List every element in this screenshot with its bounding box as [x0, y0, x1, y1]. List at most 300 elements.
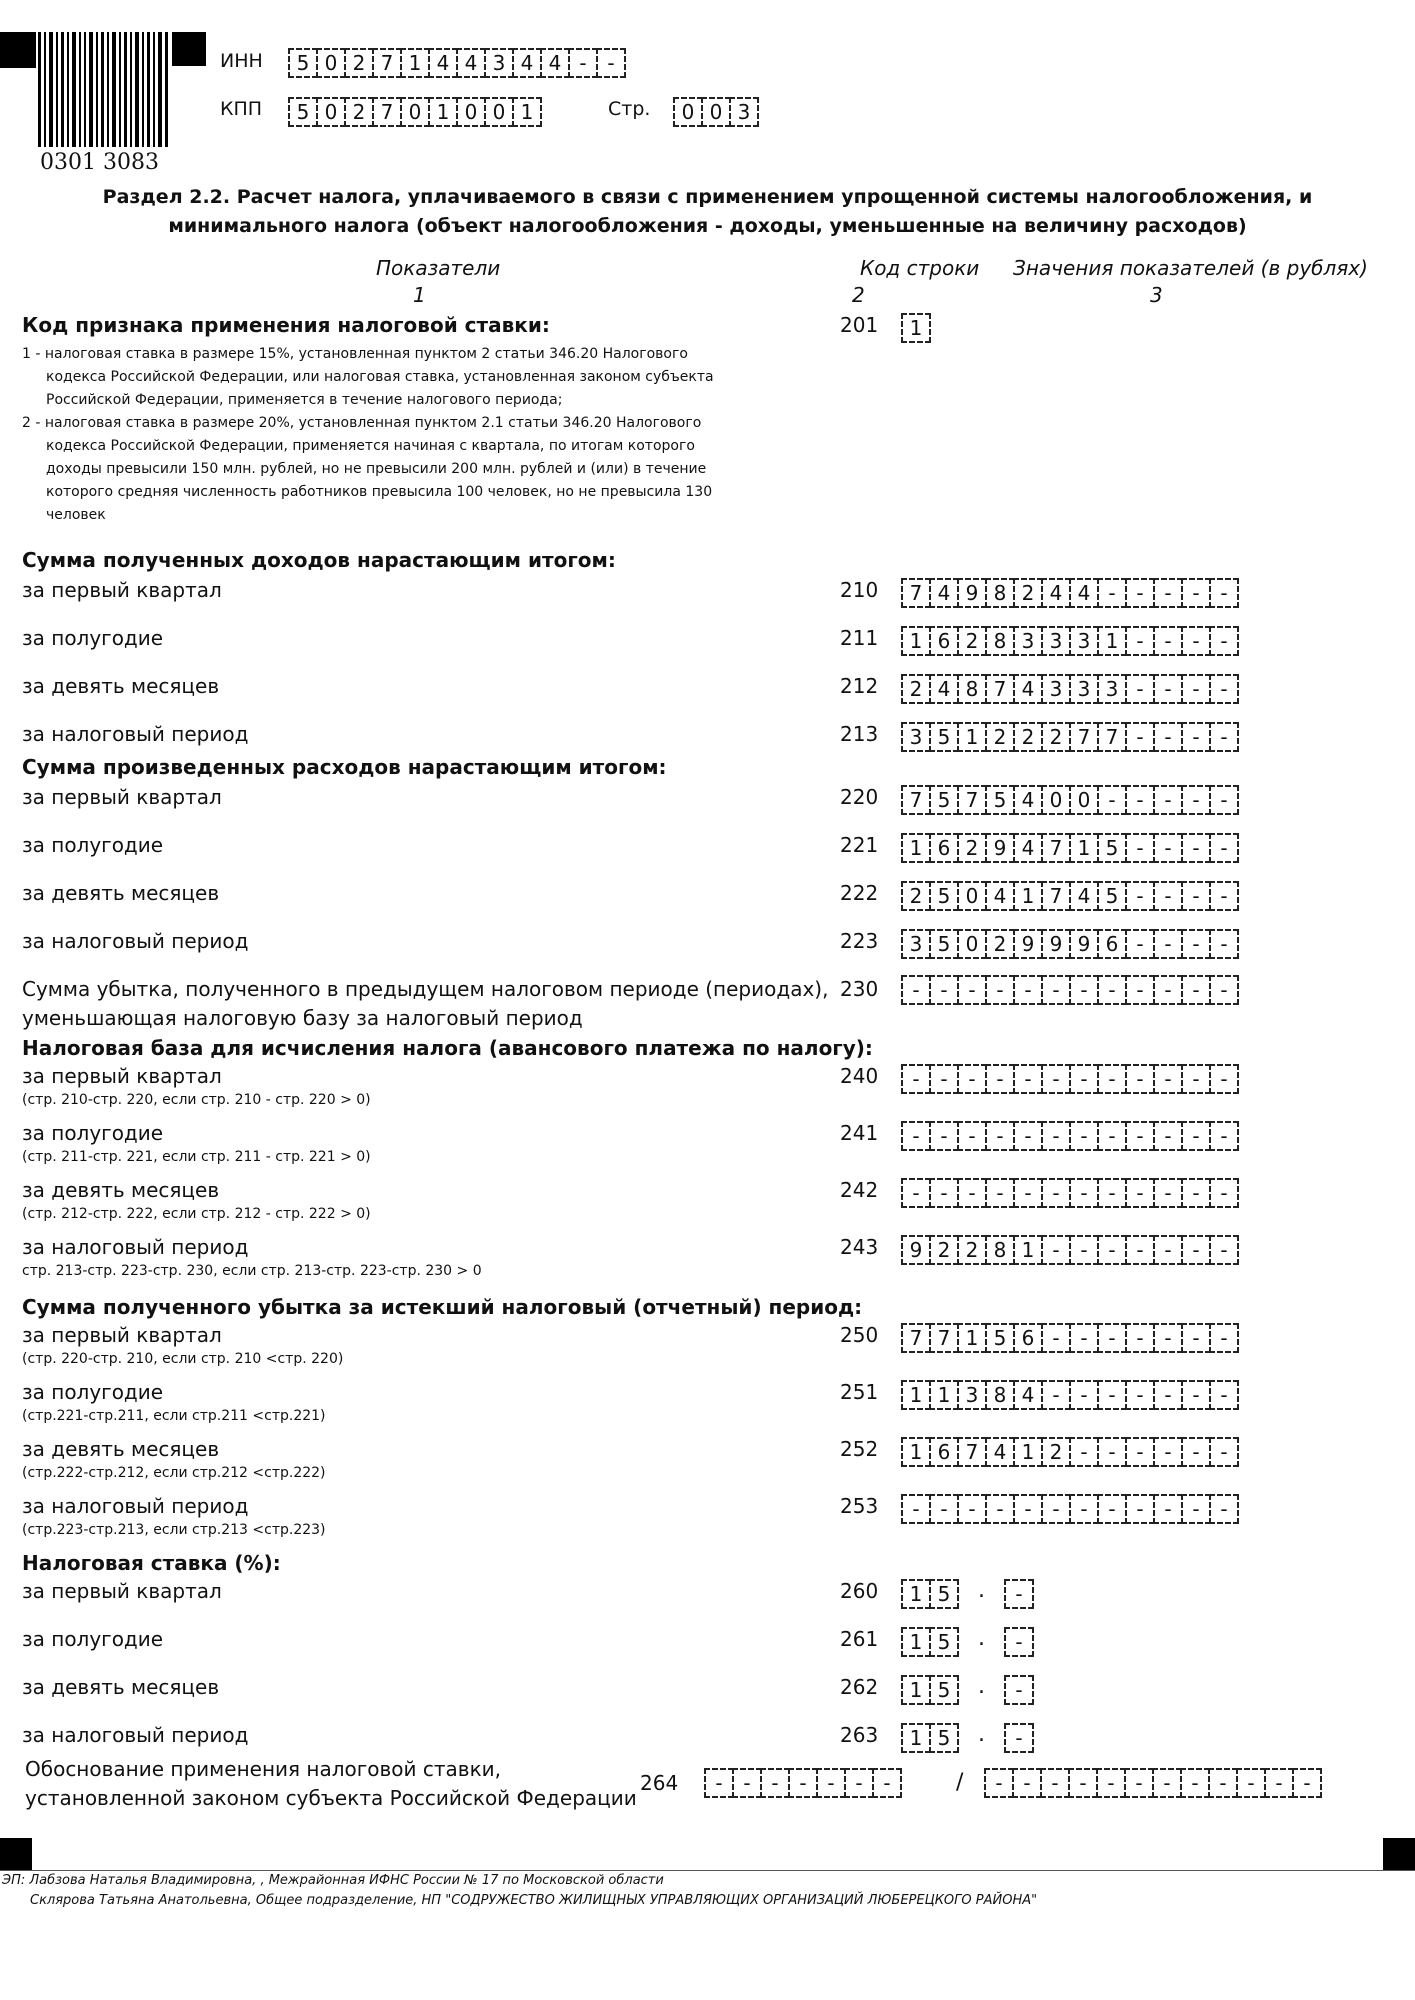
- basis-cells-right: [984, 1768, 1322, 1798]
- loss-row-label: за девять месяцев: [22, 1437, 220, 1461]
- value-cell[interactable]: 0: [484, 97, 514, 127]
- value-cell[interactable]: -: [1125, 1121, 1155, 1151]
- value-cell[interactable]: 0: [316, 48, 346, 78]
- line-code: 241: [840, 1121, 879, 1145]
- value-cell[interactable]: 6: [929, 626, 959, 656]
- value-cell[interactable]: -: [1041, 1178, 1071, 1208]
- value-cell[interactable]: 0: [673, 97, 703, 127]
- value-cell[interactable]: -: [1041, 1380, 1071, 1410]
- value-cell[interactable]: 4: [1013, 833, 1043, 863]
- expenses-row-label: за налоговый период: [22, 929, 249, 953]
- value-cell[interactable]: 1: [957, 722, 987, 752]
- value-cell[interactable]: -: [1068, 1768, 1098, 1798]
- value-cell[interactable]: -: [1181, 1121, 1211, 1151]
- value-cell[interactable]: -: [1209, 626, 1239, 656]
- value-cell[interactable]: 3: [484, 48, 514, 78]
- value-cell[interactable]: 2: [901, 674, 931, 704]
- value-cell[interactable]: -: [1125, 785, 1155, 815]
- value-cell[interactable]: -: [1097, 578, 1127, 608]
- income-row-label: за девять месяцев: [22, 674, 220, 698]
- value-cell[interactable]: 3: [729, 97, 759, 127]
- line-code: 262: [840, 1675, 879, 1699]
- value-cell[interactable]: 3: [1013, 626, 1043, 656]
- value-cell[interactable]: 7: [985, 674, 1015, 704]
- value-cell[interactable]: -: [1209, 1380, 1239, 1410]
- value-cell[interactable]: -: [1097, 1064, 1127, 1094]
- value-cell[interactable]: 5: [985, 785, 1015, 815]
- value-cell[interactable]: -: [901, 975, 931, 1005]
- value-cell[interactable]: 1: [901, 1579, 931, 1609]
- value-cells: [901, 578, 1239, 608]
- value-cell[interactable]: 2: [1013, 578, 1043, 608]
- value-cell[interactable]: -: [1041, 1064, 1071, 1094]
- value-cells: [901, 722, 1239, 752]
- value-cell[interactable]: -: [985, 975, 1015, 1005]
- footer-divider: [0, 1870, 1415, 1871]
- value-cell[interactable]: -: [1125, 626, 1155, 656]
- value-cell[interactable]: -: [1004, 1627, 1034, 1657]
- value-cell[interactable]: -: [957, 1494, 987, 1524]
- inn-label: ИНН: [220, 50, 263, 72]
- value-cell[interactable]: 1: [957, 1323, 987, 1353]
- line-code-230: 230: [840, 977, 879, 1001]
- value-cell[interactable]: -: [1125, 1178, 1155, 1208]
- value-cell[interactable]: 9: [985, 833, 1015, 863]
- value-cell[interactable]: -: [985, 1121, 1015, 1151]
- value-cell[interactable]: 4: [456, 48, 486, 78]
- value-cell[interactable]: -: [1097, 1380, 1127, 1410]
- value-cell[interactable]: 2: [1041, 722, 1071, 752]
- value-cell[interactable]: 1: [901, 1675, 931, 1705]
- value-cell[interactable]: -: [1041, 1494, 1071, 1524]
- value-cell[interactable]: 5: [929, 722, 959, 752]
- value-cell[interactable]: -: [788, 1768, 818, 1798]
- value-cell[interactable]: -: [1209, 1323, 1239, 1353]
- value-cell[interactable]: -: [929, 1064, 959, 1094]
- column-number-3: 3: [1150, 283, 1163, 307]
- page-cells: [673, 97, 759, 127]
- value-cell[interactable]: -: [1181, 626, 1211, 656]
- value-cell[interactable]: 0: [957, 929, 987, 959]
- value-cell[interactable]: 2: [957, 833, 987, 863]
- value-cell[interactable]: 7: [957, 785, 987, 815]
- value-cell[interactable]: 1: [901, 1723, 931, 1753]
- value-cell[interactable]: -: [1004, 1579, 1034, 1609]
- value-cell[interactable]: -: [1181, 881, 1211, 911]
- value-cell[interactable]: 7: [901, 578, 931, 608]
- value-cell[interactable]: -: [1153, 626, 1183, 656]
- value-cell[interactable]: 4: [929, 578, 959, 608]
- value-cell[interactable]: -: [1069, 1121, 1099, 1151]
- value-cell[interactable]: 0: [316, 97, 346, 127]
- value-cell[interactable]: -: [816, 1768, 846, 1798]
- value-cell[interactable]: 5: [288, 97, 318, 127]
- value-cell[interactable]: 7: [957, 1437, 987, 1467]
- value-cell[interactable]: -: [1153, 1178, 1183, 1208]
- value-cell[interactable]: 2: [344, 48, 374, 78]
- value-cell[interactable]: 2: [929, 1235, 959, 1265]
- value-cell[interactable]: -: [1069, 1064, 1099, 1094]
- value-cell[interactable]: 7: [372, 48, 402, 78]
- expenses-heading: Сумма произведенных расходов нарастающим итогом:: [22, 755, 667, 779]
- line-code: 212: [840, 674, 879, 698]
- value-cell[interactable]: -: [1125, 881, 1155, 911]
- value-cell[interactable]: -: [929, 1178, 959, 1208]
- value-cell[interactable]: 1: [1013, 1437, 1043, 1467]
- value-cell[interactable]: -: [1013, 1121, 1043, 1151]
- value-cell[interactable]: 3: [901, 722, 931, 752]
- value-cell[interactable]: 5: [929, 881, 959, 911]
- value-cell[interactable]: -: [1181, 578, 1211, 608]
- value-cell[interactable]: -: [1209, 674, 1239, 704]
- value-cell[interactable]: 3: [1041, 674, 1071, 704]
- value-cell[interactable]: 9: [1069, 929, 1099, 959]
- value-cell[interactable]: -: [1181, 674, 1211, 704]
- value-cell[interactable]: 4: [1013, 674, 1043, 704]
- value-cell[interactable]: -: [1181, 1178, 1211, 1208]
- value-cell[interactable]: -: [1209, 1178, 1239, 1208]
- value-cell[interactable]: -: [1181, 1323, 1211, 1353]
- income-heading: Сумма полученных доходов нарастающим итогом:: [22, 548, 616, 572]
- value-cell[interactable]: 4: [1013, 785, 1043, 815]
- value-cell[interactable]: 2: [1013, 722, 1043, 752]
- value-cell[interactable]: -: [1209, 722, 1239, 752]
- value-cell[interactable]: 7: [901, 785, 931, 815]
- base-row-formula: (стр. 211-стр. 221, если стр. 211 - стр. 221 > 0): [22, 1149, 371, 1165]
- value-cell[interactable]: -: [1013, 1494, 1043, 1524]
- value-cell[interactable]: -: [1209, 1064, 1239, 1094]
- value-cell[interactable]: 6: [929, 1437, 959, 1467]
- value-cell[interactable]: -: [985, 1178, 1015, 1208]
- value-cells: [901, 785, 1239, 815]
- value-cell[interactable]: -: [929, 1121, 959, 1151]
- value-cell[interactable]: 6: [1013, 1323, 1043, 1353]
- value-cell[interactable]: -: [1153, 929, 1183, 959]
- value-cell[interactable]: 0: [400, 97, 430, 127]
- value-cell[interactable]: 3: [901, 929, 931, 959]
- value-cell[interactable]: -: [760, 1768, 790, 1798]
- value-cell[interactable]: -: [957, 975, 987, 1005]
- value-cell[interactable]: -: [1264, 1768, 1294, 1798]
- value-cell[interactable]: -: [1153, 578, 1183, 608]
- value-cell[interactable]: -: [1208, 1768, 1238, 1798]
- value-cell[interactable]: 1: [1013, 881, 1043, 911]
- value-cell[interactable]: -: [1041, 1235, 1071, 1265]
- value-cell[interactable]: 0: [1041, 785, 1071, 815]
- value-cell[interactable]: -: [1124, 1768, 1154, 1798]
- value-cell[interactable]: -: [1153, 1323, 1183, 1353]
- value-cell[interactable]: 5: [1097, 881, 1127, 911]
- value-cell[interactable]: 3: [1069, 674, 1099, 704]
- value-cell[interactable]: 2: [957, 1235, 987, 1265]
- value-cell[interactable]: -: [1153, 975, 1183, 1005]
- value-cell[interactable]: -: [1012, 1768, 1042, 1798]
- corner-marker-top-left: [0, 32, 36, 68]
- value-cell[interactable]: 2: [901, 881, 931, 911]
- note-1a: 1 - налоговая ставка в размере 15%, установленная пунктом 2 статьи 346.20 Налогового: [22, 346, 688, 362]
- value-cell[interactable]: -: [1013, 975, 1043, 1005]
- value-cell[interactable]: 5: [985, 1323, 1015, 1353]
- value-cell[interactable]: 4: [1041, 578, 1071, 608]
- barcode-number: 0301 3083: [40, 150, 159, 175]
- value-cell[interactable]: -: [1209, 1121, 1239, 1151]
- value-cell[interactable]: 3: [957, 1380, 987, 1410]
- value-cell[interactable]: 1: [901, 1627, 931, 1657]
- value-cell[interactable]: -: [1209, 785, 1239, 815]
- base-row-formula: (стр. 212-стр. 222, если стр. 212 - стр. 222 > 0): [22, 1206, 371, 1222]
- value-cell[interactable]: -: [704, 1768, 734, 1798]
- value-cell[interactable]: 2: [1041, 1437, 1071, 1467]
- value-cell[interactable]: -: [1153, 1437, 1183, 1467]
- rate-frac-cells: [1004, 1579, 1034, 1609]
- value-cells: [901, 1064, 1239, 1094]
- value-cell[interactable]: -: [984, 1768, 1014, 1798]
- value-cell[interactable]: -: [1153, 1235, 1183, 1265]
- value-cell[interactable]: 5: [929, 929, 959, 959]
- value-cell[interactable]: -: [901, 1178, 931, 1208]
- value-cell[interactable]: -: [1152, 1768, 1182, 1798]
- value-cell[interactable]: -: [929, 1494, 959, 1524]
- value-cell[interactable]: 5: [929, 785, 959, 815]
- value-cell[interactable]: -: [1209, 881, 1239, 911]
- value-cell[interactable]: 1: [428, 97, 458, 127]
- value-cell[interactable]: 2: [344, 97, 374, 127]
- value-cell[interactable]: -: [1069, 1235, 1099, 1265]
- value-cells: [901, 833, 1239, 863]
- value-cell[interactable]: 1: [400, 48, 430, 78]
- value-cell[interactable]: -: [1181, 785, 1211, 815]
- value-cell[interactable]: 0: [701, 97, 731, 127]
- value-cell[interactable]: -: [1153, 1494, 1183, 1524]
- value-cell[interactable]: 1: [1013, 1235, 1043, 1265]
- value-cell[interactable]: -: [1125, 578, 1155, 608]
- value-cell[interactable]: -: [957, 1178, 987, 1208]
- value-cell[interactable]: -: [568, 48, 598, 78]
- value-cell[interactable]: -: [1097, 1121, 1127, 1151]
- value-cell[interactable]: -: [1097, 975, 1127, 1005]
- value-cell[interactable]: 0: [957, 881, 987, 911]
- income-row-label: за первый квартал: [22, 578, 222, 602]
- value-cell[interactable]: -: [1153, 674, 1183, 704]
- value-cell[interactable]: -: [1097, 1323, 1127, 1353]
- value-cell[interactable]: 4: [512, 48, 542, 78]
- value-cell[interactable]: 3: [1041, 626, 1071, 656]
- value-cell[interactable]: 1: [901, 1437, 931, 1467]
- value-cell[interactable]: -: [901, 1494, 931, 1524]
- column-number-2: 2: [852, 283, 865, 307]
- value-cell[interactable]: 7: [1097, 722, 1127, 752]
- note-1b: кодекса Российской Федерации, или налоговая ставка, установленная законом субъекта: [46, 369, 714, 385]
- value-cell[interactable]: 8: [985, 578, 1015, 608]
- value-cell[interactable]: 9: [957, 578, 987, 608]
- value-cell[interactable]: 7: [1069, 722, 1099, 752]
- value-cell[interactable]: 1: [901, 313, 931, 343]
- value-cell[interactable]: -: [1209, 833, 1239, 863]
- page-label: Стр.: [608, 98, 651, 120]
- value-cell[interactable]: 8: [985, 1235, 1015, 1265]
- value-cell[interactable]: 1: [1069, 833, 1099, 863]
- value-cell[interactable]: 7: [1041, 833, 1071, 863]
- loss-row-formula: (стр.222-стр.212, если стр.212 <стр.222): [22, 1465, 326, 1481]
- value-cell[interactable]: -: [1153, 833, 1183, 863]
- value-cell[interactable]: -: [1069, 1437, 1099, 1467]
- value-cell[interactable]: 4: [1013, 1380, 1043, 1410]
- value-cell[interactable]: -: [1041, 1323, 1071, 1353]
- value-cell[interactable]: -: [1097, 1494, 1127, 1524]
- value-cell[interactable]: -: [1069, 1178, 1099, 1208]
- value-cell[interactable]: -: [1181, 1494, 1211, 1524]
- value-cell[interactable]: -: [1180, 1768, 1210, 1798]
- value-cell[interactable]: -: [1125, 929, 1155, 959]
- value-cell[interactable]: -: [732, 1768, 762, 1798]
- value-cell[interactable]: -: [1181, 1235, 1211, 1265]
- value-cell[interactable]: -: [1125, 1437, 1155, 1467]
- corner-marker-top-right: [172, 32, 206, 66]
- value-cell[interactable]: 9: [1041, 929, 1071, 959]
- value-cell[interactable]: -: [1153, 1121, 1183, 1151]
- value-cell[interactable]: 3: [1069, 626, 1099, 656]
- value-cell[interactable]: -: [1153, 722, 1183, 752]
- value-cell[interactable]: 4: [985, 881, 1015, 911]
- value-cell[interactable]: -: [1209, 1235, 1239, 1265]
- value-cell[interactable]: 8: [985, 1380, 1015, 1410]
- value-cell[interactable]: -: [1209, 1437, 1239, 1467]
- value-cell[interactable]: 3: [1097, 674, 1127, 704]
- value-cell[interactable]: -: [1097, 1437, 1127, 1467]
- value-cell[interactable]: 7: [372, 97, 402, 127]
- value-cell[interactable]: 4: [1069, 881, 1099, 911]
- value-cell[interactable]: 6: [1097, 929, 1127, 959]
- value-cell[interactable]: -: [1181, 1437, 1211, 1467]
- value-cell[interactable]: -: [1041, 1121, 1071, 1151]
- value-cell[interactable]: -: [1153, 1064, 1183, 1094]
- value-cell[interactable]: -: [929, 975, 959, 1005]
- line-code: 240: [840, 1064, 879, 1088]
- section-title-line2: минимального налога (объект налогообложения - доходы, уменьшенные на величину расходов): [168, 215, 1247, 237]
- value-cell[interactable]: 1: [1097, 626, 1127, 656]
- value-cell[interactable]: -: [1069, 1380, 1099, 1410]
- value-cell[interactable]: 1: [512, 97, 542, 127]
- value-cell[interactable]: 1: [901, 626, 931, 656]
- value-cell[interactable]: 5: [1097, 833, 1127, 863]
- value-cell[interactable]: -: [1125, 674, 1155, 704]
- value-cell[interactable]: -: [1069, 1323, 1099, 1353]
- value-cell[interactable]: 2: [957, 626, 987, 656]
- base-heading: Налоговая база для исчисления налога (авансового платежа по налогу):: [22, 1036, 873, 1060]
- value-cell[interactable]: -: [985, 1064, 1015, 1094]
- value-cell[interactable]: 1: [901, 1380, 931, 1410]
- value-cell[interactable]: 2: [985, 929, 1015, 959]
- value-cell[interactable]: 5: [929, 1723, 959, 1753]
- value-cell[interactable]: 4: [985, 1437, 1015, 1467]
- value-cell[interactable]: -: [1069, 975, 1099, 1005]
- value-cell[interactable]: -: [1209, 929, 1239, 959]
- value-cell[interactable]: 1: [901, 833, 931, 863]
- value-cell[interactable]: -: [985, 1494, 1015, 1524]
- value-cell[interactable]: -: [901, 1121, 931, 1151]
- value-cell[interactable]: -: [1004, 1723, 1034, 1753]
- value-cell[interactable]: 4: [1069, 578, 1099, 608]
- value-cell[interactable]: -: [957, 1121, 987, 1151]
- value-cell[interactable]: -: [844, 1768, 874, 1798]
- value-cell[interactable]: 5: [288, 48, 318, 78]
- value-cell[interactable]: -: [1125, 1323, 1155, 1353]
- line-code-201: 201: [840, 313, 879, 337]
- value-cell[interactable]: -: [1181, 1380, 1211, 1410]
- value-cell[interactable]: -: [1125, 833, 1155, 863]
- line-code: 222: [840, 881, 879, 905]
- value-cell[interactable]: -: [1181, 975, 1211, 1005]
- value-cell[interactable]: -: [1181, 833, 1211, 863]
- value-cell[interactable]: -: [1153, 785, 1183, 815]
- value-cell[interactable]: 8: [957, 674, 987, 704]
- value-cell[interactable]: -: [1069, 1494, 1099, 1524]
- value-cell[interactable]: -: [1125, 1494, 1155, 1524]
- value-cell[interactable]: 5: [929, 1627, 959, 1657]
- value-cell[interactable]: 7: [1041, 881, 1071, 911]
- value-cell[interactable]: -: [1181, 929, 1211, 959]
- value-cell[interactable]: -: [1209, 975, 1239, 1005]
- value-cell[interactable]: 6: [929, 833, 959, 863]
- value-cell[interactable]: -: [1153, 1380, 1183, 1410]
- rate-frac-cells: [1004, 1675, 1034, 1705]
- value-cell[interactable]: -: [1153, 881, 1183, 911]
- value-cell[interactable]: -: [1209, 1494, 1239, 1524]
- value-cell[interactable]: 0: [1069, 785, 1099, 815]
- value-cell[interactable]: -: [1125, 975, 1155, 1005]
- loss-row-label: за полугодие: [22, 1380, 164, 1404]
- value-cell[interactable]: 8: [985, 626, 1015, 656]
- value-cell[interactable]: 4: [929, 674, 959, 704]
- value-cell[interactable]: 4: [540, 48, 570, 78]
- value-cell[interactable]: 4: [428, 48, 458, 78]
- value-cell[interactable]: -: [1125, 1380, 1155, 1410]
- value-cell[interactable]: -: [1097, 1178, 1127, 1208]
- value-cell[interactable]: -: [1125, 722, 1155, 752]
- value-cell[interactable]: -: [1125, 1235, 1155, 1265]
- value-cell[interactable]: 5: [929, 1675, 959, 1705]
- value-cell[interactable]: -: [1181, 722, 1211, 752]
- rate-frac-cells: [1004, 1723, 1034, 1753]
- value-cell[interactable]: -: [1209, 578, 1239, 608]
- value-cell[interactable]: -: [1097, 785, 1127, 815]
- value-cell[interactable]: -: [1096, 1768, 1126, 1798]
- value-cell[interactable]: 7: [901, 1323, 931, 1353]
- value-cell[interactable]: -: [1013, 1178, 1043, 1208]
- value-cell[interactable]: 5: [929, 1579, 959, 1609]
- value-cell[interactable]: -: [1236, 1768, 1266, 1798]
- value-cell[interactable]: 9: [901, 1235, 931, 1265]
- value-cell[interactable]: -: [1004, 1675, 1034, 1705]
- value-cell[interactable]: -: [1125, 1064, 1155, 1094]
- value-cell[interactable]: -: [596, 48, 626, 78]
- value-cell[interactable]: -: [1041, 975, 1071, 1005]
- value-cell[interactable]: 1: [929, 1380, 959, 1410]
- value-cell[interactable]: 2: [985, 722, 1015, 752]
- value-cell[interactable]: -: [1040, 1768, 1070, 1798]
- value-cell[interactable]: 0: [456, 97, 486, 127]
- value-cells: [901, 1235, 1239, 1265]
- value-cell[interactable]: -: [901, 1064, 931, 1094]
- value-cell[interactable]: -: [1181, 1064, 1211, 1094]
- value-cell[interactable]: -: [1013, 1064, 1043, 1094]
- value-cell[interactable]: -: [957, 1064, 987, 1094]
- value-cell[interactable]: -: [872, 1768, 902, 1798]
- value-cell[interactable]: 7: [929, 1323, 959, 1353]
- value-cell[interactable]: -: [1292, 1768, 1322, 1798]
- value-cell[interactable]: 9: [1013, 929, 1043, 959]
- value-cell[interactable]: -: [1097, 1235, 1127, 1265]
